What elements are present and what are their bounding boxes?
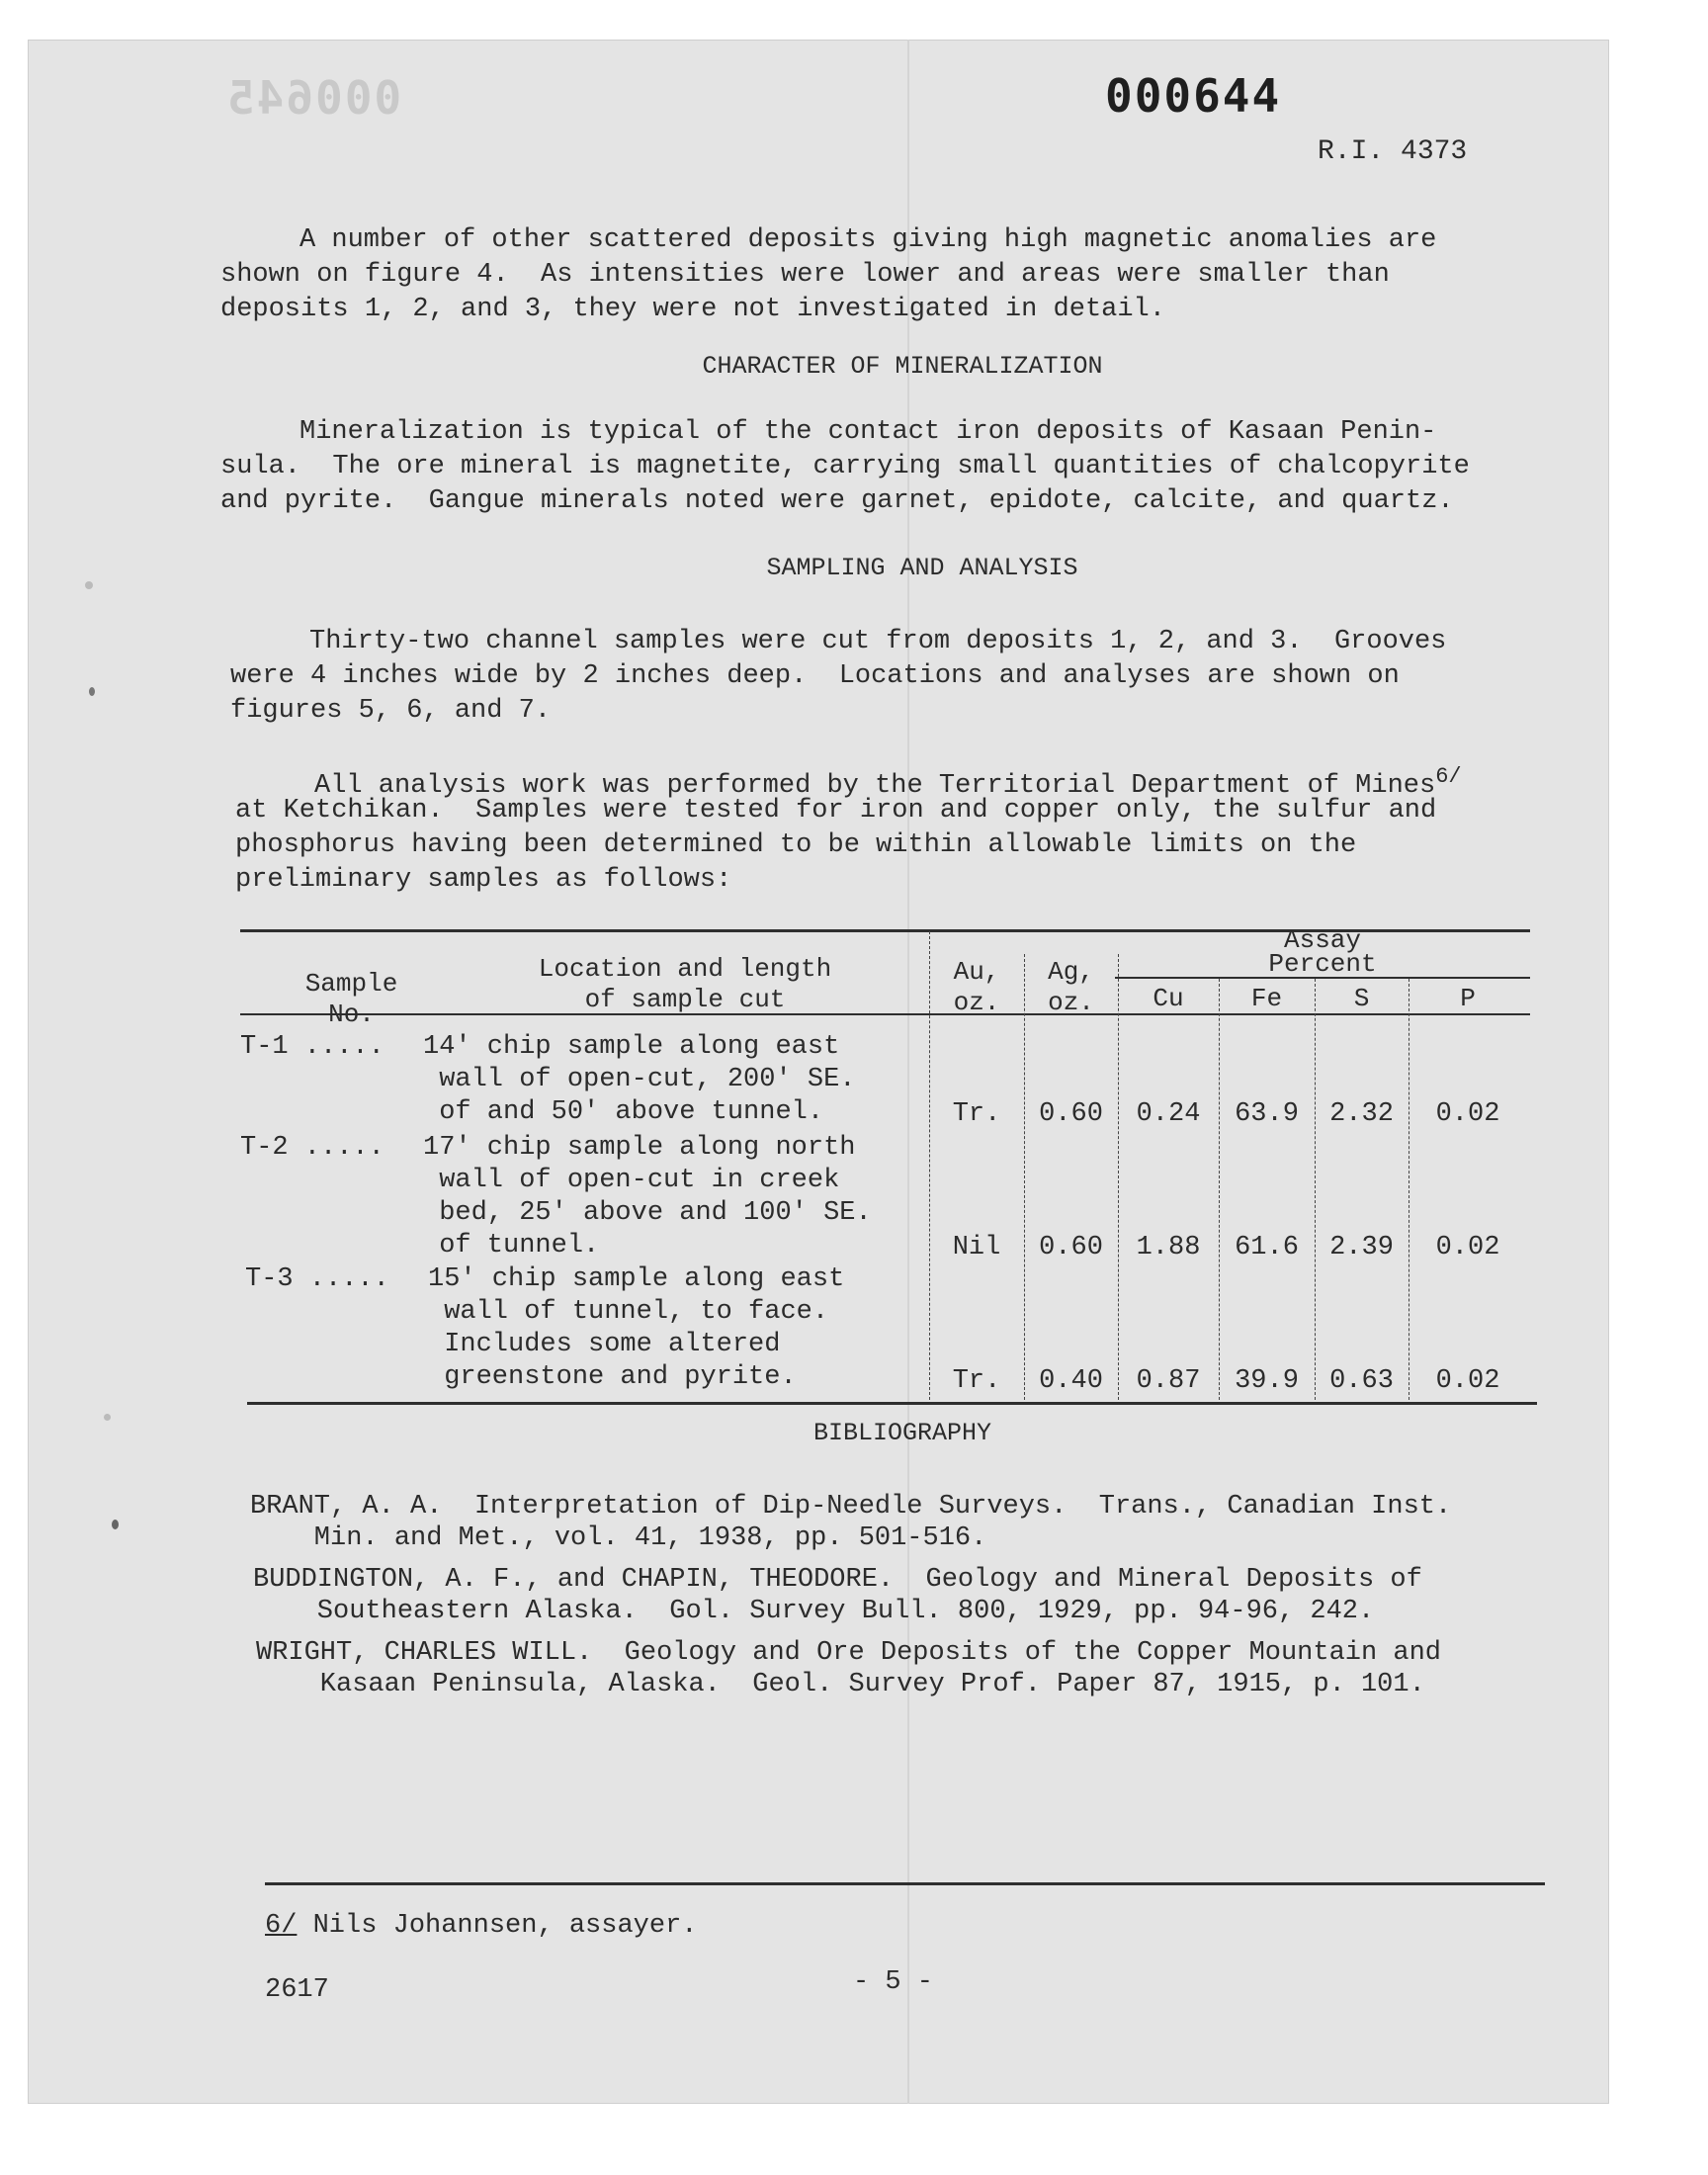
footnote-rule [265,1882,1545,1885]
scan-speck [85,581,93,589]
cell-s: 2.39 [1329,1233,1394,1262]
header-ag: Ag, oz. [1048,957,1094,1017]
cell-sample-no: T-3 ..... [245,1264,389,1294]
header-location: Location and length of sample cut [538,954,832,1014]
cell-fe: 61.6 [1235,1233,1299,1262]
footnote-text: Nils Johannsen, assayer. [312,1911,698,1941]
cell-cu: 1.88 [1136,1233,1201,1262]
table-divider-ag [1118,954,1119,1400]
header-percent: Percent [1268,949,1377,979]
header-au: Au, oz. [953,957,1000,1017]
intro-line-3: deposits 1, 2, and 3, they were not investigated in detail. [220,295,1165,324]
intro-line-2: shown on figure 4. As intensities were lower and areas were smaller than [220,260,1390,290]
sampling-p2-line-1-text: All analysis work was performed by the Territorial Department of Mines [314,771,1436,801]
cell-location: 17' chip sample along north wall of open-cut in creek bed, 25' above and 100' SE. of tunnel. [423,1133,872,1261]
report-id: R.I. 4373 [1318,136,1468,167]
table-divider-fe [1315,979,1316,1400]
sampling-p1-line-1: Thirty-two channel samples were cut from deposits 1, 2, and 3. Grooves [309,627,1447,656]
cell-cu: 0.87 [1136,1366,1201,1396]
cell-location: 15' chip sample along east wall of tunnel, to face. Includes some altered greenstone and pyrite. [428,1264,845,1392]
bibliography-entry: BUDDINGTON, A. F., and CHAPIN, THEODORE. Geology and Mineral Deposits of Southeastern Alaska. Gol. Survey Bull. 800, 1929, pp. 94-96, 242. [253,1565,1422,1626]
section-title-sampling: SAMPLING AND ANALYSIS [766,554,1078,582]
cell-fe: 63.9 [1235,1099,1299,1129]
cell-s: 0.63 [1329,1366,1394,1396]
cell-p: 0.02 [1435,1233,1500,1262]
header-fe: Fe [1250,984,1283,1013]
character-line-3: and pyrite. Gangue minerals noted were garnet, epidote, calcite, and quartz. [220,486,1454,516]
bibliography-entry: BRANT, A. A. Interpretation of Dip-Needle Surveys. Trans., Canadian Inst. Min. and Met., vol. 41, 1938, pp. 501-516. [250,1492,1452,1553]
footnote-marker: 6/ [265,1911,298,1941]
character-line-1: Mineralization is typical of the contact iron deposits of Kasaan Penin- [299,417,1437,447]
cell-cu: 0.24 [1136,1099,1201,1129]
cell-location: 14' chip sample along east wall of open-cut, 200' SE. of and 50' above tunnel. [423,1032,856,1127]
character-line-2: sula. The ore mineral is magnetite, carrying small quantities of chalcopyrite [220,452,1470,481]
sampling-p2-line-3: phosphorus having been determined to be within allowable limits on the [235,830,1357,860]
table-divider-cu [1219,979,1220,1400]
cell-au: Tr. [952,1099,1001,1129]
intro-line-1: A number of other scattered deposits giving high magnetic anomalies are [299,225,1437,255]
sampling-p1-line-3: figures 5, 6, and 7. [230,696,552,726]
cell-fe: 39.9 [1235,1366,1299,1396]
scan-speck [89,687,95,696]
header-s: S [1353,984,1370,1013]
bibliography-entry: WRIGHT, CHARLES WILL. Geology and Ore Deposits of the Copper Mountain and Kasaan Peninsula, Alaska. Geol. Survey Prof. Paper 87, 1915, p. 101. [256,1638,1441,1699]
cell-sample-no: T-1 ..... [240,1032,384,1062]
cell-au: Tr. [952,1366,1001,1396]
scan-speck [104,1414,111,1421]
header-sample-no: Sample No. [304,969,398,1029]
cell-ag: 0.60 [1039,1099,1103,1129]
header-cu: Cu [1153,984,1184,1013]
table-bottom-rule [247,1402,1537,1405]
scan-speck [112,1520,119,1529]
cell-au: Nil [952,1233,1001,1262]
cell-ag: 0.60 [1039,1233,1103,1262]
document-code: 2617 [265,1975,329,2005]
sampling-p1-line-2: were 4 inches wide by 2 inches deep. Locations and analyses are shown on [230,661,1400,691]
page-number: - 5 - [853,1967,934,1997]
cell-p: 0.02 [1435,1099,1500,1129]
header-p: P [1460,984,1476,1013]
table-divider-au [1024,954,1025,1400]
sampling-p2-line-4: preliminary samples as follows: [235,865,732,895]
ghost-stamp-number: 000645 [225,71,402,125]
cell-s: 2.32 [1329,1099,1394,1129]
page-fold-line [907,40,909,2104]
stamp-number: 000644 [1105,69,1282,123]
document-page [28,40,1609,2104]
cell-sample-no: T-2 ..... [240,1133,384,1163]
header-assay: Assay [1283,925,1361,955]
footnote [265,1911,697,1941]
cell-p: 0.02 [1435,1366,1500,1396]
sampling-p2-line-2: at Ketchikan. Samples were tested for iron and copper only, the sulfur and [235,796,1437,826]
section-title-bibliography: BIBLIOGRAPHY [812,1419,992,1447]
cell-ag: 0.40 [1039,1366,1103,1396]
section-title-character: CHARACTER OF MINERALIZATION [702,352,1103,381]
footnote-reference: 6/ [1435,764,1462,789]
